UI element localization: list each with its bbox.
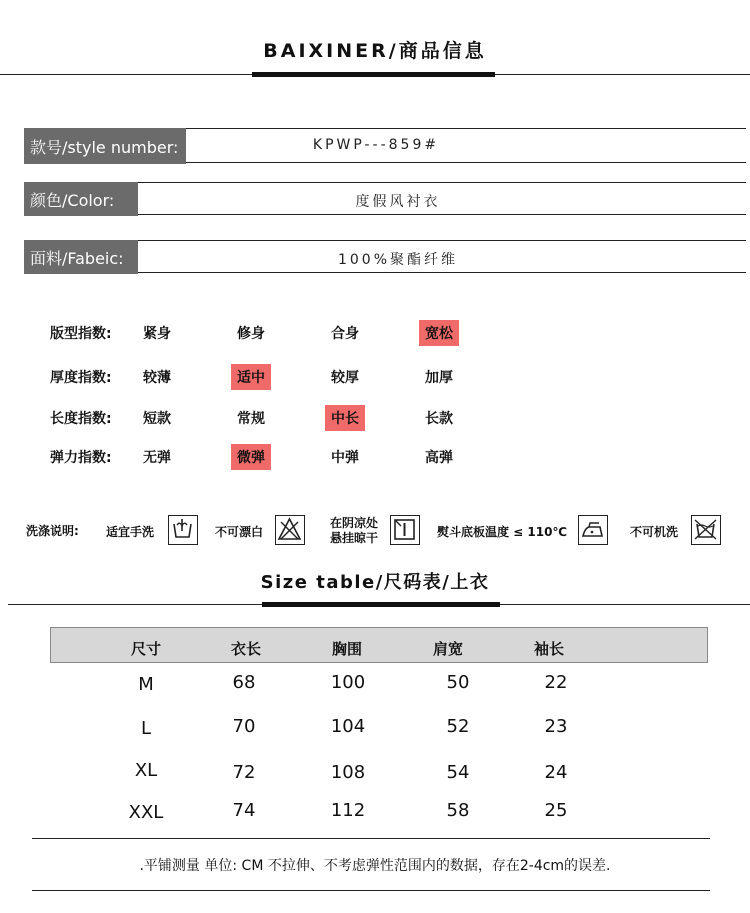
table-cell: 54 (446, 762, 470, 783)
table-cell: 22 (544, 672, 568, 693)
table-cell: 68 (232, 672, 256, 693)
care-label: 洗涤说明: (26, 524, 79, 538)
index-label: 弹力指数: (50, 450, 112, 466)
note-top-rule (32, 838, 710, 839)
info-value: 度假风衬衣 (355, 194, 441, 210)
size-title-accent-bar (262, 602, 500, 607)
table-cell: 52 (446, 716, 470, 737)
row-bottom-rule (138, 214, 746, 215)
index-option: 加厚 (425, 370, 453, 386)
table-cell: 108 (330, 762, 366, 783)
table-cell: 72 (232, 762, 256, 783)
column-header: 袖长 (533, 640, 565, 658)
index-option-selected: 中长 (325, 405, 365, 431)
table-cell: L (140, 718, 152, 739)
index-option: 常规 (237, 411, 265, 427)
table-cell: 25 (544, 800, 568, 821)
info-label: 颜色/Color: (24, 182, 138, 216)
care-text: 不可漂白 (215, 525, 264, 539)
column-header: 肩宽 (432, 640, 464, 658)
care-text: 不可机洗 (630, 525, 679, 539)
info-value: KPWP---859# (312, 137, 440, 153)
info-label: 面料/Fabeic: (24, 240, 138, 274)
iron-icon (578, 515, 608, 545)
index-option: 中弹 (331, 450, 359, 466)
index-option-selected: 适中 (231, 364, 271, 390)
column-header: 尺寸 (130, 640, 162, 658)
table-cell: 23 (544, 716, 568, 737)
size-table-title: Size table/尺码表/上衣 (260, 572, 490, 593)
row-bottom-rule (186, 162, 746, 163)
hand-wash-icon (168, 515, 198, 545)
info-label: 款号/style number: (24, 128, 186, 164)
table-cell: 100 (330, 672, 366, 693)
index-option: 紧身 (143, 326, 171, 342)
index-label: 版型指数: (50, 326, 112, 342)
care-text: 在阴凉处 (330, 516, 379, 530)
index-option: 合身 (331, 326, 359, 342)
measurement-note: .平铺测量 单位: CM 不拉伸、不考虑弹性范围内的数据，存在2-4cm的误差. (139, 858, 611, 874)
index-option: 较厚 (331, 370, 359, 386)
info-value: 100%聚酯纤维 (337, 252, 459, 268)
index-label: 厚度指数: (50, 370, 112, 386)
note-bottom-rule (32, 890, 710, 891)
column-header: 胸围 (331, 640, 363, 658)
row-bottom-rule (138, 272, 746, 273)
table-cell: 112 (330, 800, 366, 821)
table-cell: 50 (446, 672, 470, 693)
no-bleach-icon (275, 515, 305, 545)
index-option-selected: 微弹 (231, 444, 271, 470)
index-option: 高弹 (425, 450, 453, 466)
table-cell: 58 (446, 800, 470, 821)
table-cell: M (138, 674, 154, 695)
table-cell: XXL (128, 802, 164, 823)
index-option: 短款 (143, 411, 171, 427)
index-option: 较薄 (143, 370, 171, 386)
table-cell: 74 (232, 800, 256, 821)
index-option: 长款 (425, 411, 453, 427)
index-option: 无弹 (143, 450, 171, 466)
index-label: 长度指数: (50, 411, 112, 427)
table-cell: XL (134, 760, 158, 781)
page-title: BAIXINER/商品信息 (263, 40, 487, 62)
column-header: 衣长 (230, 640, 262, 658)
care-text: 适宜手洗 (106, 525, 155, 539)
care-text: 悬挂晾干 (330, 531, 379, 545)
table-cell: 104 (330, 716, 366, 737)
shade-dry-icon (390, 515, 420, 545)
no-machine-wash-icon (691, 515, 721, 545)
header-accent-bar (252, 72, 495, 77)
index-option-selected: 宽松 (419, 320, 459, 346)
index-option: 修身 (237, 326, 265, 342)
care-text: 熨斗底板温度 ≤ 110℃ (437, 525, 567, 539)
table-cell: 70 (232, 716, 256, 737)
table-cell: 24 (544, 762, 568, 783)
